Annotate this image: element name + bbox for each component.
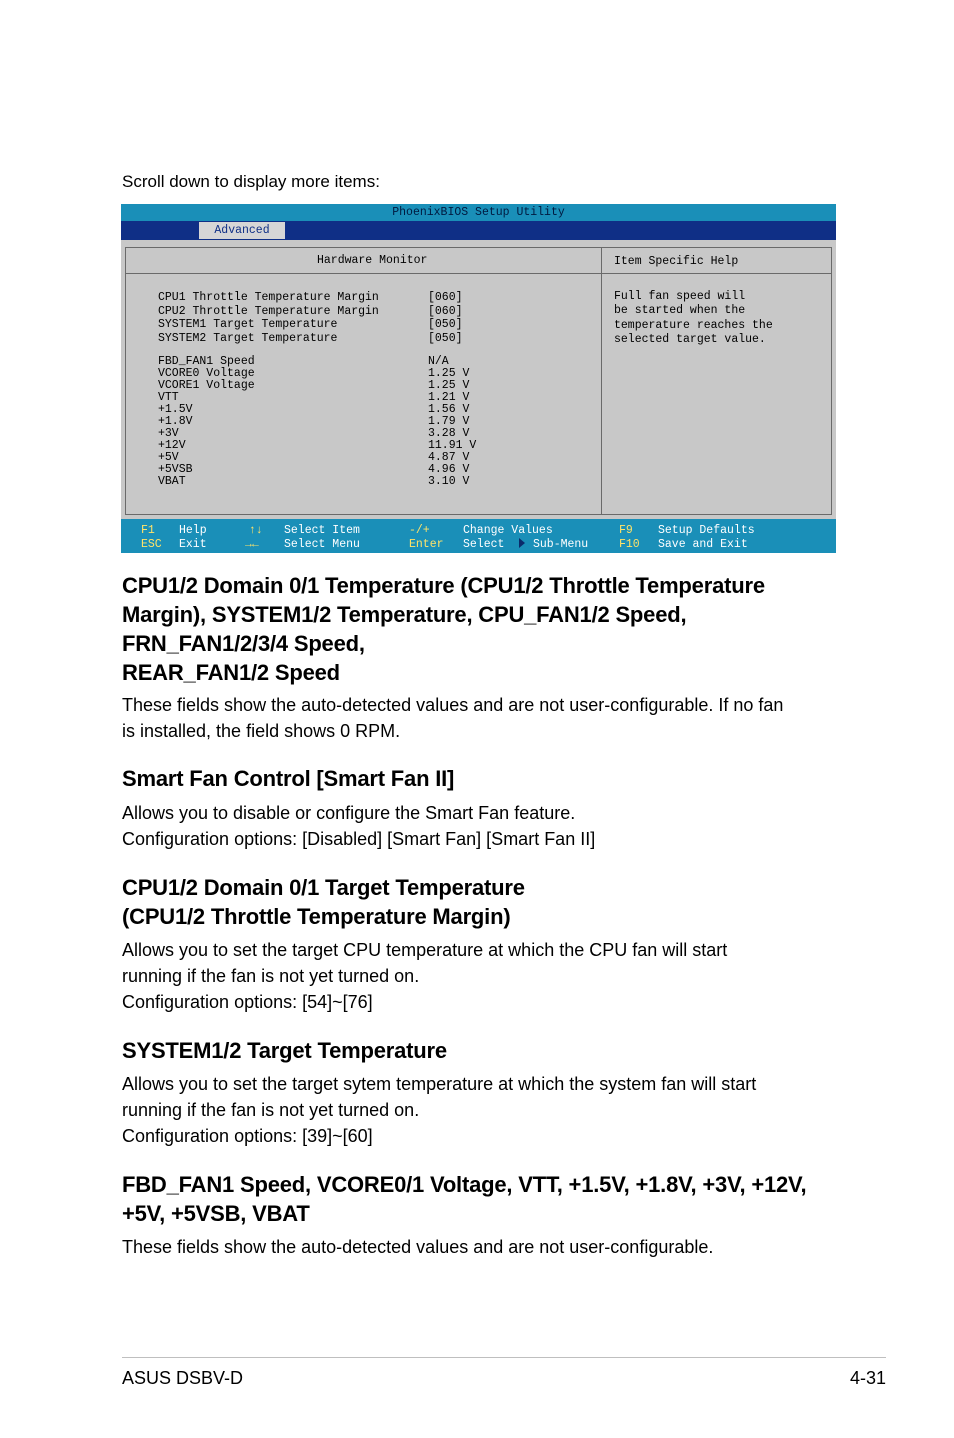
- hardware-monitor-header: [126, 248, 601, 274]
- section-body-system-target: [122, 1071, 842, 1149]
- setting-label: SYSTEM2 Target Temperature: [158, 331, 338, 345]
- bios-screenshot: [121, 204, 836, 553]
- reading-label: VCORE1 Voltage: [158, 379, 255, 392]
- reading-value: 1.25 V: [428, 367, 470, 380]
- key-f9: F9: [619, 524, 633, 537]
- reading-value: 1.21 V: [428, 391, 470, 404]
- section-heading-voltages: [122, 1170, 806, 1228]
- reading-label: FBD_FAN1 Speed: [158, 355, 255, 368]
- help-line: Full fan speed will: [614, 290, 746, 303]
- bios-key-legend: [121, 522, 836, 553]
- reading-value: 1.56 V: [428, 403, 470, 416]
- key-select-label: Select: [463, 538, 505, 551]
- leftright-arrows-icon: →←: [245, 538, 259, 551]
- body-line: running if the fan is not yet turned on.: [122, 966, 420, 986]
- reading-value: 1.79 V: [428, 415, 470, 428]
- reading-value: 4.87 V: [428, 451, 470, 464]
- section-heading-smart-fan: Smart Fan Control [Smart Fan II]: [122, 766, 455, 791]
- reading-value: 3.28 V: [428, 427, 470, 440]
- reading-label: +1.8V: [158, 415, 193, 428]
- item-help-title: Item Specific Help: [614, 255, 739, 268]
- reading-label: VBAT: [158, 475, 186, 488]
- help-line: temperature reaches the: [614, 318, 773, 332]
- section-body-smart-fan: [122, 800, 842, 852]
- key-esc: ESC: [141, 538, 162, 551]
- reading-value: 4.96 V: [428, 463, 470, 476]
- setting-value[interactable]: [050]: [428, 331, 463, 345]
- heading-line: REAR_FAN1/2 Speed: [122, 660, 340, 685]
- reading-label: +5VSB: [158, 463, 193, 476]
- item-help-panel: [601, 247, 832, 515]
- reading-label: +12V: [158, 439, 186, 452]
- section-body-voltages: These fields show the auto-detected values and are not user-configurable.: [122, 1237, 714, 1257]
- key-setup-defaults-label: Setup Defaults: [658, 524, 755, 537]
- setting-value[interactable]: [060]: [428, 291, 463, 304]
- body-line: Configuration options: [Disabled] [Smart Fan] [Smart Fan II]: [122, 829, 596, 849]
- updown-arrows-icon: ↑↓: [249, 524, 263, 537]
- tab-advanced[interactable]: Advanced: [199, 222, 285, 239]
- bios-title: PhoenixBIOS Setup Utility: [392, 206, 565, 219]
- hardware-monitor-title: Hardware Monitor: [317, 254, 428, 267]
- footer-divider: [122, 1357, 886, 1358]
- help-line: be started when the: [614, 304, 746, 318]
- bios-body: [121, 240, 836, 519]
- setting-value[interactable]: [050]: [428, 318, 463, 331]
- section-body-cpu-target: [122, 937, 842, 1015]
- section-heading-cpu-target: [122, 873, 525, 931]
- setting-label: CPU1 Throttle Temperature Margin: [158, 291, 379, 304]
- bios-tab-bar: [121, 221, 836, 240]
- reading-value: N/A: [428, 355, 449, 368]
- body-line: Allows you to set the target sytem temperature at which the system fan will start: [122, 1074, 757, 1094]
- key-select-menu-label: Select Menu: [284, 538, 360, 551]
- heading-line: CPU1/2 Domain 0/1 Target Temperature: [122, 875, 525, 900]
- key-f1: F1: [141, 524, 155, 537]
- reading-value: 11.91 V: [428, 439, 477, 452]
- body-line: Configuration options: [39]~[60]: [122, 1126, 373, 1146]
- key-save-exit-label: Save and Exit: [658, 538, 748, 551]
- reading-label: +5V: [158, 451, 179, 464]
- key-exit-label: Exit: [179, 538, 207, 551]
- heading-line: FBD_FAN1 Speed, VCORE0/1 Voltage, VTT, +1.5V, +1.8V, +3V, +12V,: [122, 1172, 807, 1197]
- setting-label: CPU2 Throttle Temperature Margin: [158, 304, 379, 318]
- reading-label: +3V: [158, 427, 179, 440]
- heading-line: FRN_FAN1/2/3/4 Speed,: [122, 631, 365, 656]
- footer-product-name: ASUS DSBV-D: [122, 1368, 244, 1388]
- setting-value[interactable]: [060]: [428, 304, 463, 318]
- key-change-values-label: Change Values: [463, 524, 553, 537]
- section-heading-temperatures: [122, 571, 765, 687]
- key-submenu-label: Sub-Menu: [533, 538, 589, 551]
- body-line: These fields show the auto-detected values and are not user-configurable. If no fan: [122, 695, 784, 715]
- reading-label: +1.5V: [158, 403, 193, 416]
- heading-line: CPU1/2 Domain 0/1 Temperature (CPU1/2 Throttle Temperature: [122, 573, 765, 598]
- reading-label: VCORE0 Voltage: [158, 367, 255, 380]
- body-line: Allows you to set the target CPU temperature at which the CPU fan will start: [122, 940, 728, 960]
- heading-line: Margin), SYSTEM1/2 Temperature, CPU_FAN1/2 Speed,: [122, 602, 687, 627]
- key-help-label: Help: [179, 524, 207, 537]
- section-heading-system-target: SYSTEM1/2 Target Temperature: [122, 1038, 447, 1063]
- setting-label: SYSTEM1 Target Temperature: [158, 318, 338, 331]
- body-line: running if the fan is not yet turned on.: [122, 1100, 420, 1120]
- body-line: Allows you to disable or configure the Smart Fan feature.: [122, 803, 576, 823]
- key-enter: Enter: [409, 538, 444, 551]
- section-body-temperatures: [122, 692, 842, 744]
- item-help-header: [602, 248, 831, 274]
- hardware-monitor-panel: [125, 247, 602, 515]
- intro-text: Scroll down to display more items:: [122, 172, 380, 191]
- key-select-item-label: Select Item: [284, 524, 360, 537]
- heading-line: (CPU1/2 Throttle Temperature Margin): [122, 904, 511, 929]
- help-line: selected target value.: [614, 332, 766, 346]
- key-plusminus: -/+: [409, 524, 430, 537]
- submenu-arrow-icon: [519, 538, 528, 552]
- heading-line: +5V, +5VSB, VBAT: [122, 1201, 310, 1226]
- body-line: Configuration options: [54]~[76]: [122, 992, 373, 1012]
- reading-label: VTT: [158, 391, 179, 404]
- key-f10: F10: [619, 538, 640, 551]
- help-text: [614, 290, 814, 347]
- reading-value: 3.10 V: [428, 475, 470, 488]
- reading-value: 1.25 V: [428, 379, 470, 392]
- footer-page-number: 4-31: [849, 1368, 886, 1388]
- body-line: is installed, the field shows 0 RPM.: [122, 721, 401, 741]
